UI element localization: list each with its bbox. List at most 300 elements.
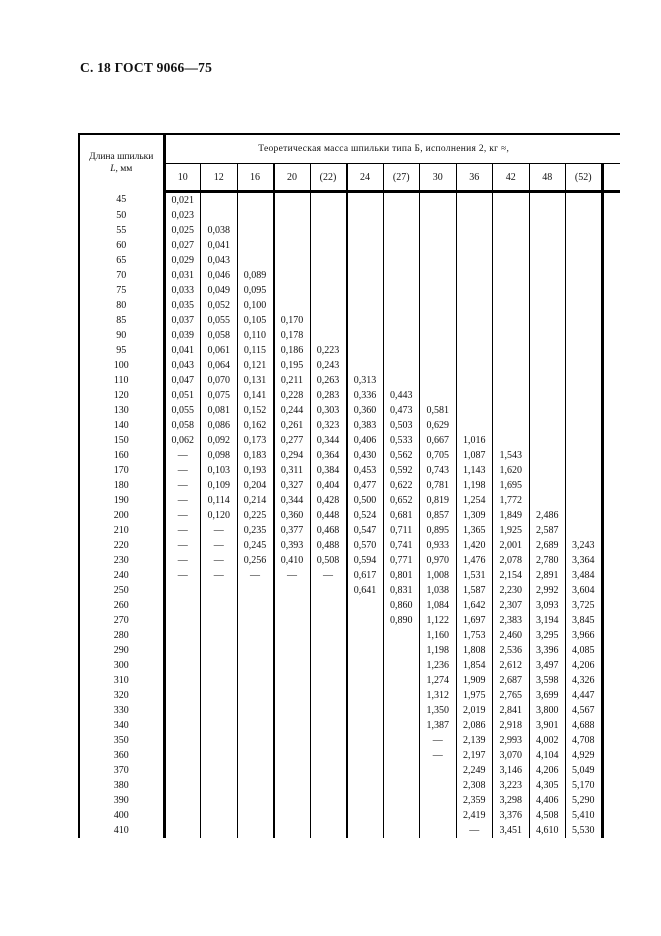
mass-cell	[310, 793, 347, 808]
mass-cell	[347, 703, 384, 718]
mass-cell: 1,642	[456, 598, 493, 613]
mass-cell: 0,261	[274, 418, 311, 433]
mass-cell	[566, 268, 603, 283]
mass-cell	[274, 628, 311, 643]
mass-cell	[347, 628, 384, 643]
mass-cell	[310, 298, 347, 313]
mass-cell: 4,305	[529, 778, 566, 793]
length-header-symbol: L,	[110, 164, 118, 175]
mass-cell: 4,929	[566, 748, 603, 763]
mass-cell: 4,708	[566, 733, 603, 748]
length-cell: 180	[79, 478, 164, 493]
mass-cell	[566, 403, 603, 418]
mass-cell: 1,254	[456, 493, 493, 508]
mass-cell	[529, 298, 566, 313]
mass-cell: 0,152	[237, 403, 274, 418]
mass-cell: 0,058	[201, 328, 238, 343]
mass-cell: —	[310, 568, 347, 583]
mass-cell	[383, 328, 420, 343]
mass-cell	[566, 358, 603, 373]
length-cell: 95	[79, 343, 164, 358]
mass-cell: 5,410	[566, 808, 603, 823]
mass-cell	[237, 643, 274, 658]
mass-cell	[383, 748, 420, 763]
diameter-column-header: 42	[493, 164, 530, 192]
length-cell: 150	[79, 433, 164, 448]
mass-cell	[493, 253, 530, 268]
mass-cell: 0,055	[201, 313, 238, 328]
mass-cell	[164, 793, 201, 808]
mass-cell: 0,110	[237, 328, 274, 343]
length-cell: 290	[79, 643, 164, 658]
mass-cell: 3,699	[529, 688, 566, 703]
mass-cell: 4,326	[566, 673, 603, 688]
mass-cell	[529, 268, 566, 283]
mass-cell: 1,122	[420, 613, 457, 628]
length-cell: 410	[79, 823, 164, 838]
mass-cell	[529, 493, 566, 508]
mass-cell: 0,223	[310, 343, 347, 358]
length-cell: 75	[79, 283, 164, 298]
mass-cell	[566, 463, 603, 478]
mass-cell	[201, 808, 238, 823]
mass-cell	[274, 703, 311, 718]
mass-cell: 1,387	[420, 718, 457, 733]
mass-cell: 0,970	[420, 553, 457, 568]
mass-cell: 0,193	[237, 463, 274, 478]
mass-cell: 0,503	[383, 418, 420, 433]
mass-cell: 0,294	[274, 448, 311, 463]
mass-cell	[456, 268, 493, 283]
mass-cell: 0,364	[310, 448, 347, 463]
mass-cell: 0,344	[310, 433, 347, 448]
mass-cell	[274, 778, 311, 793]
mass-cell: 1,274	[420, 673, 457, 688]
mass-cell: 3,194	[529, 613, 566, 628]
mass-cell: 4,567	[566, 703, 603, 718]
mass-cell: 3,396	[529, 643, 566, 658]
mass-cell: 0,533	[383, 433, 420, 448]
table-row	[79, 628, 602, 643]
mass-cell	[201, 628, 238, 643]
mass-cell	[347, 688, 384, 703]
mass-cell	[310, 748, 347, 763]
length-cell: 100	[79, 358, 164, 373]
mass-cell	[493, 283, 530, 298]
table-row	[79, 823, 602, 838]
mass-cell: 0,031	[164, 268, 201, 283]
length-cell: 300	[79, 658, 164, 673]
length-cell: 390	[79, 793, 164, 808]
mass-cell: 0,120	[201, 508, 238, 523]
mass-cell	[274, 688, 311, 703]
mass-cell: 4,002	[529, 733, 566, 748]
mass-cell	[310, 703, 347, 718]
table-row	[79, 733, 602, 748]
mass-cell	[164, 778, 201, 793]
mass-cell: 0,857	[420, 508, 457, 523]
mass-cell	[237, 718, 274, 733]
mass-cell	[310, 733, 347, 748]
length-cell: 380	[79, 778, 164, 793]
mass-cell: 3,966	[566, 628, 603, 643]
mass-cell	[456, 313, 493, 328]
table-row	[79, 793, 602, 808]
mass-cell	[383, 733, 420, 748]
length-header-line1: Длина шпильки	[89, 152, 154, 163]
mass-cell: 2,308	[456, 778, 493, 793]
mass-cell: 1,587	[456, 583, 493, 598]
mass-cell: 0,052	[201, 298, 238, 313]
length-cell: 370	[79, 763, 164, 778]
table-row	[79, 643, 602, 658]
mass-cell	[529, 373, 566, 388]
mass-cell	[164, 823, 201, 838]
length-cell: 50	[79, 208, 164, 223]
mass-cell: 2,587	[529, 523, 566, 538]
mass-cell	[310, 778, 347, 793]
mass-cell	[383, 192, 420, 209]
mass-cell: 0,570	[347, 538, 384, 553]
mass-cell	[237, 223, 274, 238]
mass-cell: 1,909	[456, 673, 493, 688]
mass-cell	[420, 313, 457, 328]
length-cell: 330	[79, 703, 164, 718]
mass-cell	[164, 583, 201, 598]
mass-cell: 2,383	[493, 613, 530, 628]
mass-cell: 0,473	[383, 403, 420, 418]
mass-cell: 2,249	[456, 763, 493, 778]
mass-cell	[420, 793, 457, 808]
mass-cell	[274, 298, 311, 313]
mass-cell	[310, 643, 347, 658]
mass-cell: 1,925	[493, 523, 530, 538]
length-cell: 230	[79, 553, 164, 568]
mass-cell: —	[201, 538, 238, 553]
mass-cell	[529, 253, 566, 268]
table-row	[79, 343, 602, 358]
mass-cell	[310, 658, 347, 673]
mass-cell: 1,854	[456, 658, 493, 673]
mass-cell: 2,460	[493, 628, 530, 643]
length-cell: 130	[79, 403, 164, 418]
length-cell: 60	[79, 238, 164, 253]
clipped-column-thick-border	[601, 190, 620, 193]
mass-cell	[420, 223, 457, 238]
mass-cell: 1,008	[420, 568, 457, 583]
mass-cell: 0,383	[347, 418, 384, 433]
mass-cell	[383, 793, 420, 808]
mass-cell: 0,488	[310, 538, 347, 553]
mass-cell: 2,612	[493, 658, 530, 673]
mass-cell	[274, 192, 311, 209]
clipped-column-header-border	[601, 163, 620, 164]
table-row	[79, 583, 602, 598]
mass-cell	[566, 493, 603, 508]
mass-cell	[566, 192, 603, 209]
mass-cell: 0,037	[164, 313, 201, 328]
table-row	[79, 598, 602, 613]
mass-cell: 0,049	[201, 283, 238, 298]
mass-cell	[420, 328, 457, 343]
mass-cell: 0,393	[274, 538, 311, 553]
table-row	[79, 223, 602, 238]
mass-cell	[310, 583, 347, 598]
mass-cell: 4,688	[566, 718, 603, 733]
mass-cell: 0,070	[201, 373, 238, 388]
mass-cell	[347, 673, 384, 688]
mass-cell	[201, 583, 238, 598]
mass-cell	[274, 613, 311, 628]
mass-cell	[383, 223, 420, 238]
length-cell: 270	[79, 613, 164, 628]
mass-cell	[164, 748, 201, 763]
mass-cell: 0,043	[164, 358, 201, 373]
mass-cell: 0,244	[274, 403, 311, 418]
mass-cell	[310, 688, 347, 703]
mass-cell: 0,895	[420, 523, 457, 538]
length-cell: 170	[79, 463, 164, 478]
mass-cell	[201, 613, 238, 628]
mass-cell: 4,206	[566, 658, 603, 673]
mass-cell: 3,243	[566, 538, 603, 553]
mass-cell: 2,993	[493, 733, 530, 748]
mass-cell: —	[164, 493, 201, 508]
mass-cell: 0,023	[164, 208, 201, 223]
mass-cell	[456, 328, 493, 343]
mass-cell: —	[164, 448, 201, 463]
mass-cell	[456, 283, 493, 298]
mass-cell	[493, 192, 530, 209]
mass-cell	[383, 778, 420, 793]
mass-cell: 0,327	[274, 478, 311, 493]
mass-cell: 0,410	[274, 553, 311, 568]
mass-cell: 3,484	[566, 568, 603, 583]
mass-cell	[201, 208, 238, 223]
mass-cell: 2,359	[456, 793, 493, 808]
mass-cell	[456, 192, 493, 209]
mass-cell	[237, 673, 274, 688]
mass-cell	[383, 268, 420, 283]
mass-cell: 3,845	[566, 613, 603, 628]
diameter-column-header: 36	[456, 164, 493, 192]
mass-cell	[310, 628, 347, 643]
mass-cell: 0,041	[201, 238, 238, 253]
table-body	[79, 192, 602, 839]
mass-cell: 0,235	[237, 523, 274, 538]
mass-cell	[566, 478, 603, 493]
mass-cell: —	[164, 523, 201, 538]
mass-cell	[566, 283, 603, 298]
mass-cell: 0,062	[164, 433, 201, 448]
table-row	[79, 192, 602, 209]
length-cell: 280	[79, 628, 164, 643]
mass-cell	[237, 192, 274, 209]
mass-cell	[420, 778, 457, 793]
mass-cell	[310, 238, 347, 253]
mass-cell: 0,771	[383, 553, 420, 568]
mass-cell: 1,016	[456, 433, 493, 448]
mass-cell	[274, 208, 311, 223]
mass-cell: 0,089	[237, 268, 274, 283]
mass-cell	[274, 733, 311, 748]
mass-cell: 2,001	[493, 538, 530, 553]
mass-cell	[383, 343, 420, 358]
mass-cell: 0,183	[237, 448, 274, 463]
mass-cell	[420, 192, 457, 209]
length-cell: 400	[79, 808, 164, 823]
mass-cell: 3,295	[529, 628, 566, 643]
mass-cell: 2,891	[529, 568, 566, 583]
mass-cell: 4,085	[566, 643, 603, 658]
mass-cell	[274, 283, 311, 298]
mass-cell	[237, 823, 274, 838]
mass-cell: 0,041	[164, 343, 201, 358]
table-row	[79, 808, 602, 823]
mass-cell: 0,622	[383, 478, 420, 493]
mass-cell: 0,360	[347, 403, 384, 418]
length-cell: 340	[79, 718, 164, 733]
mass-cell	[310, 328, 347, 343]
length-cell: 90	[79, 328, 164, 343]
mass-cell: 0,075	[201, 388, 238, 403]
mass-cell	[237, 598, 274, 613]
mass-cell	[566, 418, 603, 433]
mass-cell	[420, 373, 457, 388]
mass-cell	[347, 192, 384, 209]
table-row	[79, 403, 602, 418]
mass-cell	[201, 763, 238, 778]
mass-cell	[164, 763, 201, 778]
length-cell: 200	[79, 508, 164, 523]
mass-cell	[383, 823, 420, 838]
mass-cell: 0,170	[274, 313, 311, 328]
mass-cell: 0,245	[237, 538, 274, 553]
mass-cell: 2,086	[456, 718, 493, 733]
table-row	[79, 478, 602, 493]
mass-cell	[566, 313, 603, 328]
mass-cell	[164, 658, 201, 673]
mass-cell	[383, 208, 420, 223]
mass-cell	[164, 688, 201, 703]
mass-cell	[529, 433, 566, 448]
mass-cell	[529, 208, 566, 223]
mass-cell: 5,049	[566, 763, 603, 778]
mass-cell: 0,652	[383, 493, 420, 508]
table-row	[79, 283, 602, 298]
mass-cell: 5,530	[566, 823, 603, 838]
mass-cell	[493, 328, 530, 343]
table-row	[79, 253, 602, 268]
mass-cell	[566, 343, 603, 358]
length-cell: 80	[79, 298, 164, 313]
mass-cell	[347, 598, 384, 613]
length-cell: 240	[79, 568, 164, 583]
mass-cell	[566, 523, 603, 538]
mass-cell: 0,801	[383, 568, 420, 583]
mass-cell	[347, 778, 384, 793]
mass-cell: 0,933	[420, 538, 457, 553]
mass-cell	[456, 208, 493, 223]
mass-cell: —	[164, 508, 201, 523]
mass-cell: 3,800	[529, 703, 566, 718]
mass-cell	[201, 192, 238, 209]
mass-cell	[493, 373, 530, 388]
mass-cell	[420, 253, 457, 268]
mass-cell: 3,497	[529, 658, 566, 673]
table-row	[79, 238, 602, 253]
mass-cell	[529, 238, 566, 253]
mass-cell	[529, 343, 566, 358]
mass-cell	[201, 733, 238, 748]
table-row	[79, 268, 602, 283]
mass-cell	[347, 313, 384, 328]
mass-cell	[383, 763, 420, 778]
table-row	[79, 523, 602, 538]
mass-cell	[456, 298, 493, 313]
mass-cell: —	[420, 748, 457, 763]
mass-cell: 0,781	[420, 478, 457, 493]
mass-cell	[274, 823, 311, 838]
mass-group-header: Теоретическая масса шпильки типа Б, исполнения 2, кг ≈,	[164, 134, 602, 164]
mass-cell: 2,689	[529, 538, 566, 553]
table-row	[79, 328, 602, 343]
mass-cell	[347, 808, 384, 823]
mass-cell	[456, 403, 493, 418]
mass-cell	[201, 703, 238, 718]
mass-cell	[347, 763, 384, 778]
mass-cell	[201, 823, 238, 838]
mass-cell	[493, 358, 530, 373]
mass-cell	[456, 253, 493, 268]
mass-cell: —	[274, 568, 311, 583]
mass-cell	[201, 658, 238, 673]
mass-cell	[383, 688, 420, 703]
mass-cell	[383, 628, 420, 643]
mass-cell	[274, 598, 311, 613]
mass-cell: 0,109	[201, 478, 238, 493]
mass-cell: 0,581	[420, 403, 457, 418]
mass-cell: —	[164, 553, 201, 568]
mass-cell	[456, 238, 493, 253]
mass-cell	[310, 673, 347, 688]
mass-cell	[274, 223, 311, 238]
mass-cell	[274, 763, 311, 778]
mass-cell	[274, 673, 311, 688]
mass-cell	[383, 808, 420, 823]
mass-cell: 0,204	[237, 478, 274, 493]
mass-cell	[383, 718, 420, 733]
table-row	[79, 358, 602, 373]
mass-cell: 3,725	[566, 598, 603, 613]
mass-cell	[529, 478, 566, 493]
mass-cell: 0,086	[201, 418, 238, 433]
mass-cell: 3,070	[493, 748, 530, 763]
mass-cell: 0,214	[237, 493, 274, 508]
mass-cell: 0,617	[347, 568, 384, 583]
mass-cell	[420, 388, 457, 403]
table-row	[79, 538, 602, 553]
mass-cell	[347, 238, 384, 253]
table-row	[79, 508, 602, 523]
mass-cell	[420, 823, 457, 838]
mass-cell: 0,046	[201, 268, 238, 283]
mass-cell	[310, 253, 347, 268]
mass-cell: 0,524	[347, 508, 384, 523]
mass-cell	[310, 208, 347, 223]
length-cell: 120	[79, 388, 164, 403]
mass-cell: 4,610	[529, 823, 566, 838]
